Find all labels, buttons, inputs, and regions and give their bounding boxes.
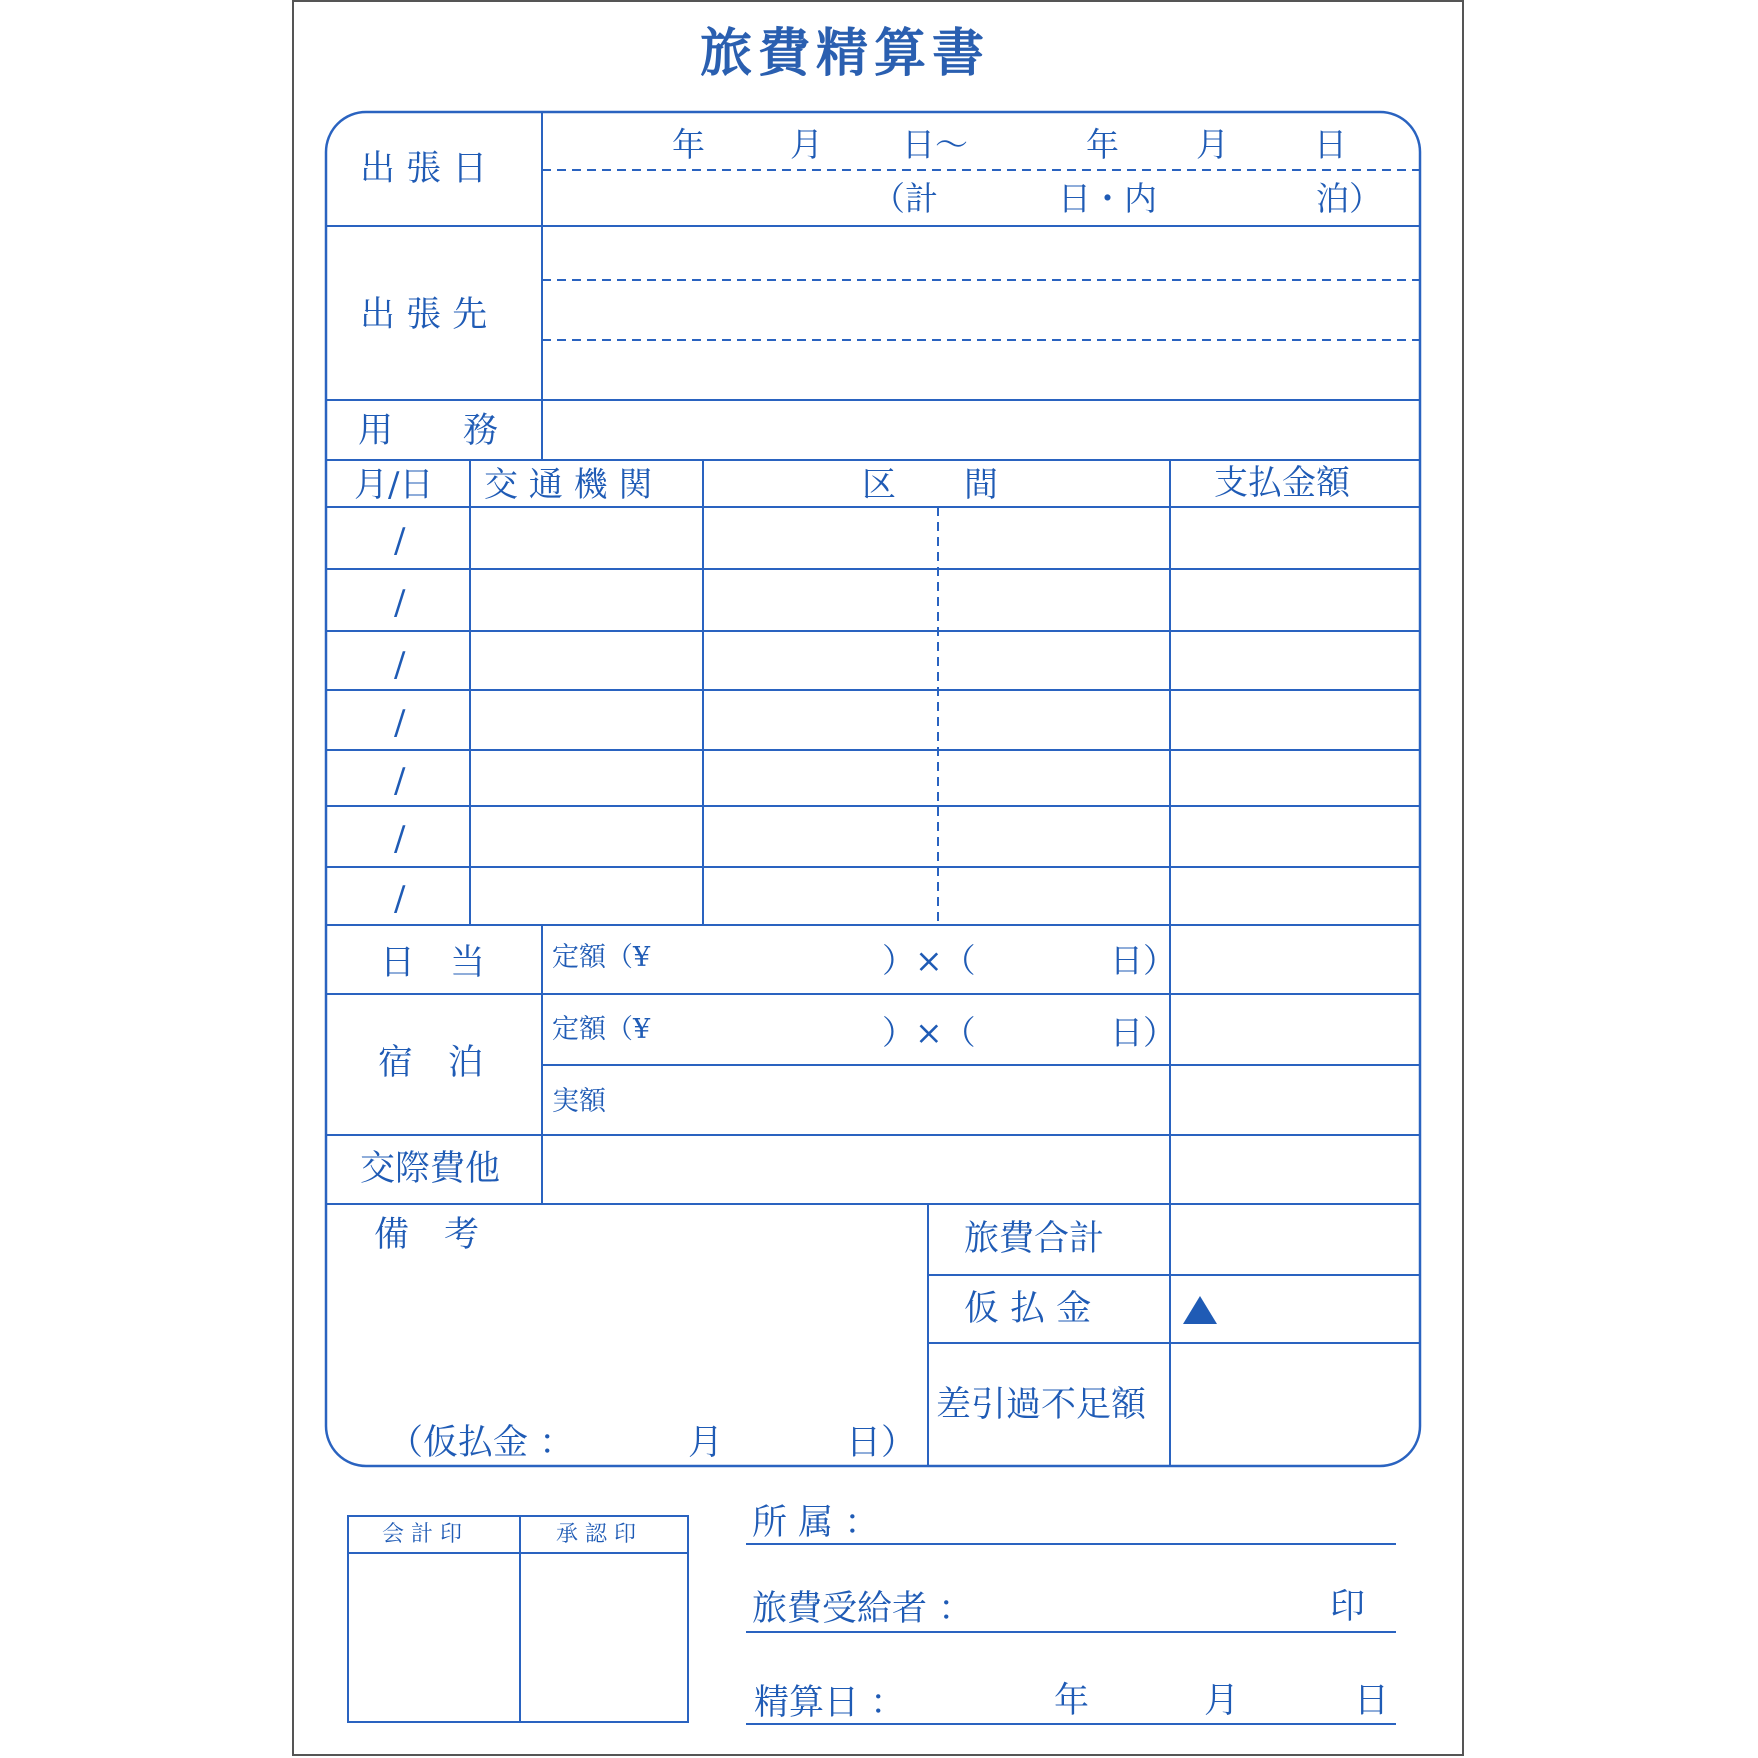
total-label: 旅費合計 — [964, 1219, 1105, 1259]
advance-triangle-icon — [1183, 1296, 1217, 1324]
trip-total-nights: 泊） — [1316, 179, 1382, 218]
trip-end-day: 日 — [1314, 125, 1347, 164]
trip-start-day: 日～ — [902, 125, 968, 164]
difference-label: 差引過不足額 — [936, 1385, 1147, 1425]
advance-note-open: （仮払金 ： — [388, 1423, 575, 1463]
remarks-label: 備 考 — [374, 1215, 480, 1255]
daily-allowance-label: 日 当 — [380, 943, 486, 983]
row-date-slash: / — [394, 645, 406, 685]
lodging-days: 日） — [1110, 1013, 1176, 1052]
trip-start-month: 月 — [790, 125, 823, 164]
advance-note-day: 日） — [846, 1423, 917, 1463]
row-date-slash: / — [394, 521, 406, 561]
lodging-actual: 実額 — [552, 1086, 606, 1117]
trip-total-open: （計 — [872, 179, 938, 218]
daily-times: ）×（ — [882, 941, 976, 980]
stamp-approval-label: 承 認 印 — [556, 1522, 636, 1547]
row-date-slash: / — [394, 761, 406, 801]
stamp-accounting-label: 会 計 印 — [382, 1522, 462, 1547]
affiliation-label: 所 属 ： — [752, 1503, 880, 1543]
row-date-slash: / — [394, 703, 406, 743]
row-date-slash: / — [394, 819, 406, 859]
advance-note-month: 月 — [688, 1423, 724, 1463]
trip-end-month: 月 — [1196, 125, 1229, 164]
trip-date-label: 出 張 日 — [360, 149, 488, 189]
advance-label: 仮 払 金 — [964, 1289, 1092, 1329]
header-date: 月/日 — [354, 465, 434, 505]
trip-start-year: 年 — [672, 125, 705, 164]
settlement-date-label: 精算日 ： — [754, 1683, 906, 1723]
business-label: 用 務 — [358, 411, 499, 451]
header-section: 区 間 — [862, 465, 998, 505]
settlement-day: 日 — [1354, 1681, 1390, 1721]
header-amount: 支払金額 — [1214, 463, 1350, 503]
settlement-month: 月 — [1204, 1681, 1240, 1721]
lodging-times: ）×（ — [882, 1013, 976, 1052]
daily-days: 日） — [1110, 941, 1176, 980]
trip-end-year: 年 — [1086, 125, 1119, 164]
entertainment-label: 交際費他 — [360, 1149, 501, 1189]
daily-fixed: 定額（¥ — [552, 942, 651, 973]
form-title: 旅費精算書 — [700, 23, 991, 84]
seal-label: 印 — [1330, 1587, 1366, 1627]
lodging-fixed: 定額（¥ — [552, 1014, 651, 1045]
form-border — [326, 112, 1420, 1466]
settlement-year: 年 — [1054, 1681, 1090, 1721]
trip-total-days: 日・内 — [1058, 179, 1157, 218]
header-transport: 交 通 機 関 — [484, 465, 653, 505]
lodging-label: 宿 泊 — [378, 1043, 484, 1083]
recipient-label: 旅費受給者 ： — [752, 1589, 974, 1629]
row-date-slash: / — [394, 879, 406, 919]
row-date-slash: / — [394, 583, 406, 623]
destination-label: 出 張 先 — [360, 295, 488, 335]
